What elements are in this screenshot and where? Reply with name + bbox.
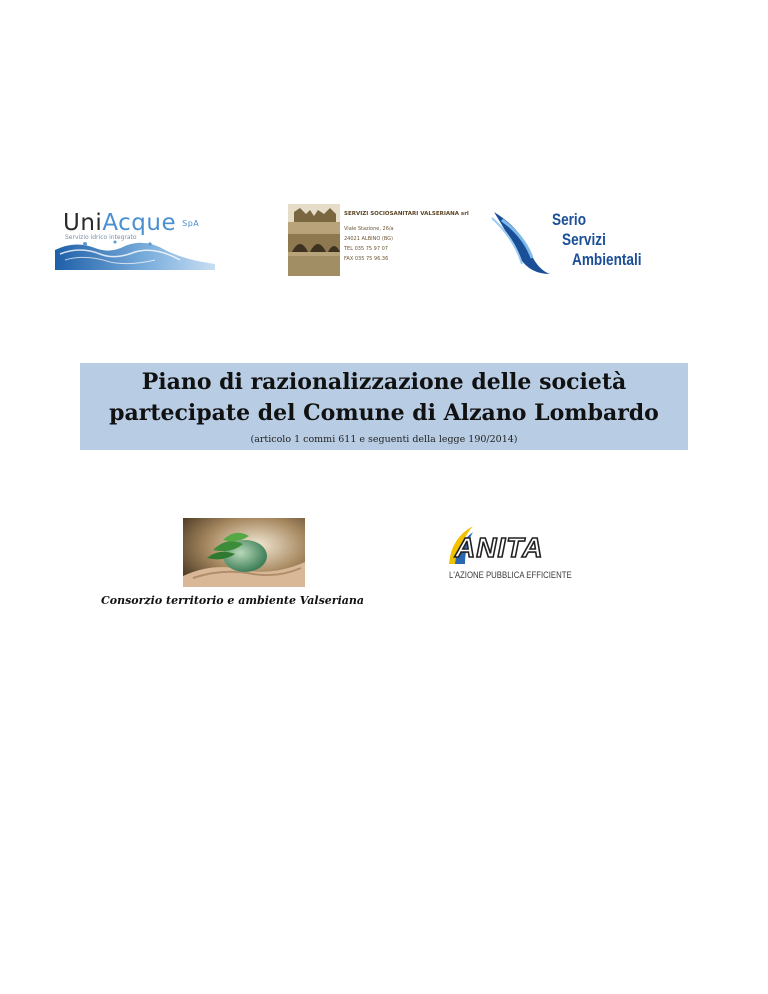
serio-logo (490, 208, 650, 280)
sociosanitari-title: SERVIZI SOCIOSANITARI VALSERIANA srl (344, 211, 469, 217)
bridge-photo-icon (288, 204, 340, 276)
document-title (80, 367, 688, 429)
anita-tagline: L'AZIONE PUBBLICA EFFICIENTE (449, 570, 572, 581)
uniacque-tagline: Servizio idrico integrato (65, 234, 137, 241)
anita-logo (445, 524, 585, 586)
uniacque-logo (55, 210, 215, 270)
sociosanitari-logo (288, 204, 469, 276)
sociosanitari-fax: FAX 035 75 96.36 (344, 256, 389, 262)
document-title-line1: Piano di razionalizzazione delle società (141, 369, 627, 395)
uniacque-suffix: SpA (182, 219, 200, 228)
uniacque-name-uni: Uni (63, 210, 103, 236)
anita-wordmark: ANITA (455, 532, 544, 563)
serio-line3: Ambientali (572, 250, 642, 269)
sociosanitari-city: 24021 ALBINO (BG) (344, 236, 393, 242)
document-subtitle: (articolo 1 commi 611 e seguenti della legge 190/2014) (250, 434, 518, 445)
sociosanitari-tel: TEL 035 75 97 07 (344, 246, 388, 252)
hands-leaf-icon (183, 518, 305, 587)
uniacque-name-acque: Acque (102, 210, 177, 236)
serio-line2: Servizi (562, 230, 606, 249)
serio-swoosh-icon (490, 208, 554, 278)
sociosanitari-address: Viale Stazione, 26/a (344, 226, 394, 232)
consorzio-caption: Consorzio territorio e ambiente Valseriana (101, 594, 365, 607)
consorzio-image (183, 518, 305, 587)
water-splash-icon (55, 210, 215, 270)
document-title-line2: partecipate del Comune di Alzano Lombardo (109, 400, 659, 426)
serio-line1: Serio (552, 210, 587, 229)
title-box (80, 363, 688, 450)
